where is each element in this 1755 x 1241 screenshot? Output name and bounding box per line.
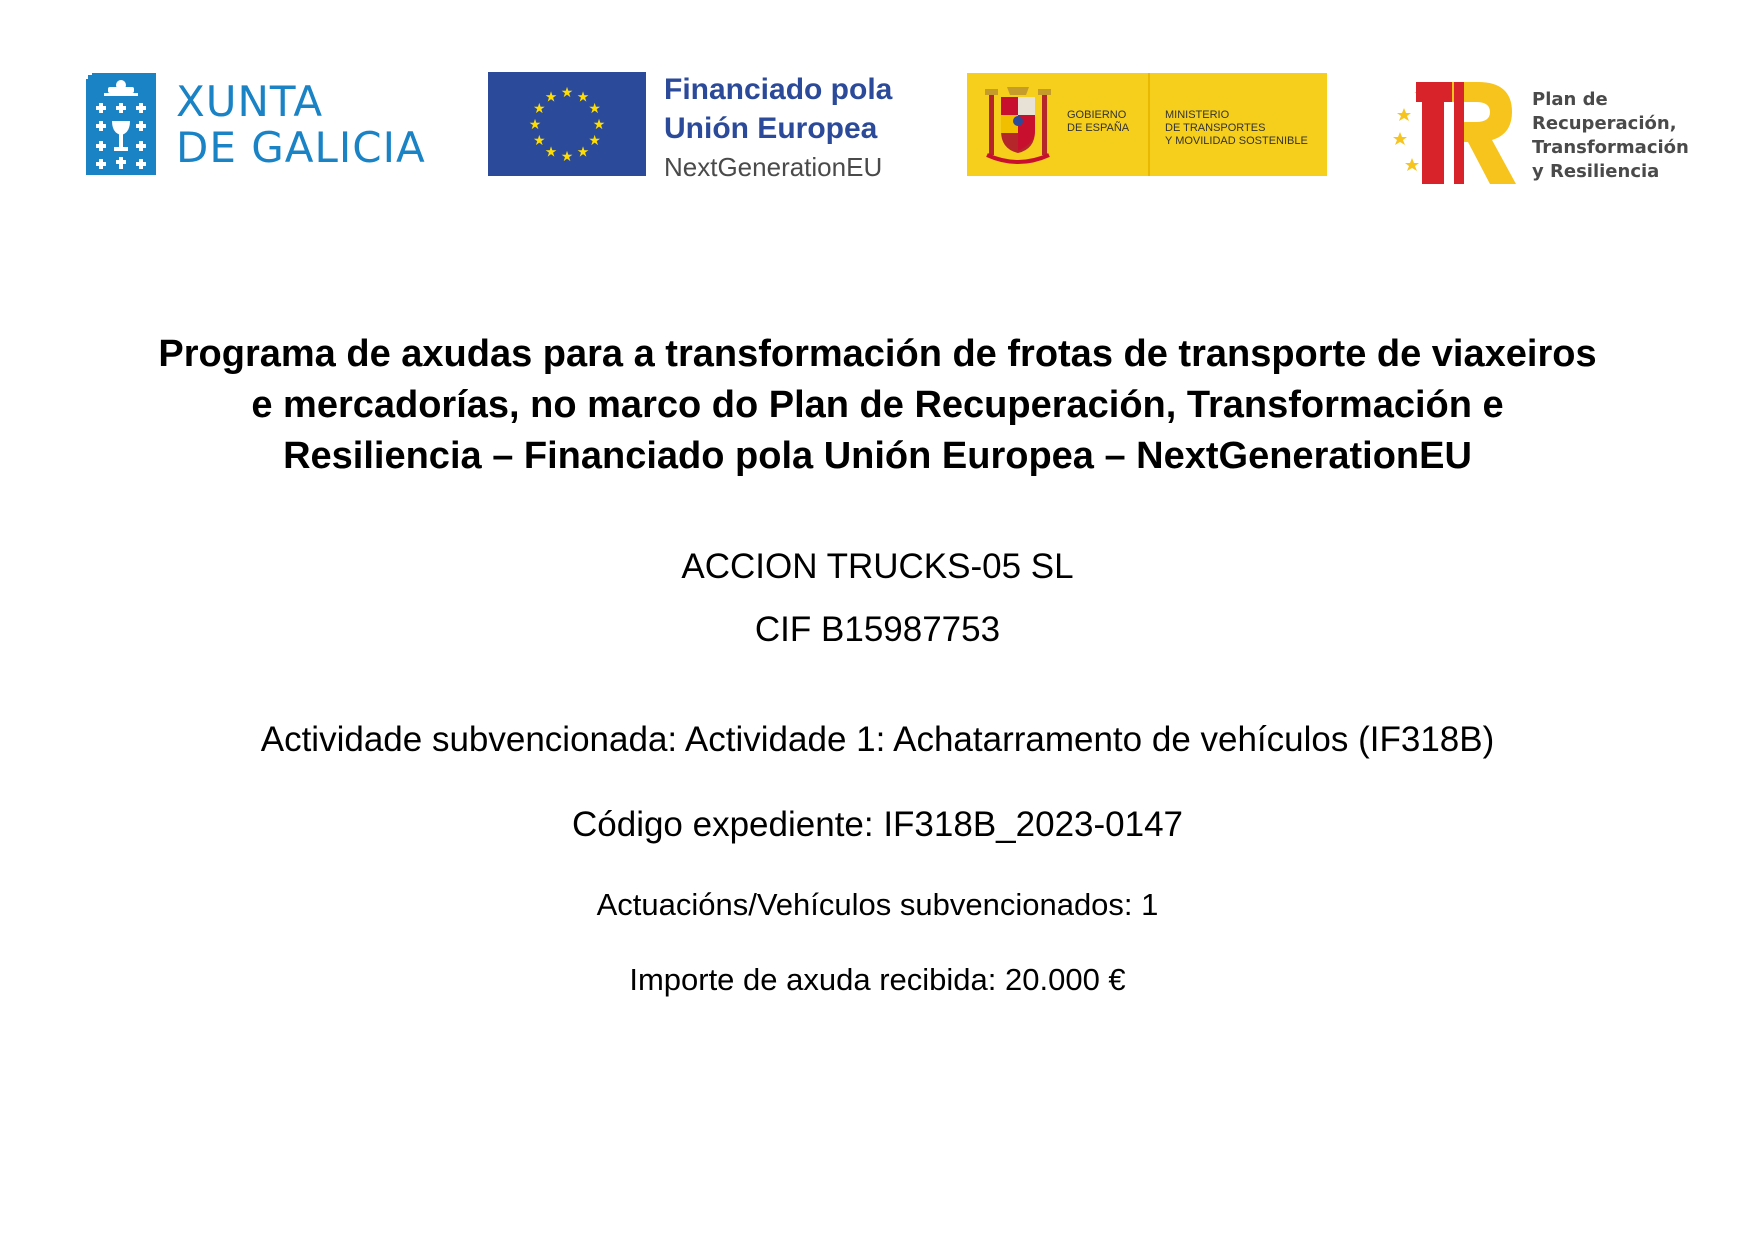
- title-line2: e mercadorías, no marco do Plan de Recuperación, Transformación e: [251, 384, 1504, 426]
- eu-line1: Financiado pola: [664, 73, 893, 106]
- tr-monogram-icon: [1390, 80, 1520, 184]
- ministerio-line2: DE TRANSPORTES: [1165, 122, 1266, 134]
- eu-star-icon: ★: [560, 85, 574, 101]
- eu-star-icon: ★: [544, 144, 558, 161]
- eu-star-icon: ★: [576, 144, 590, 161]
- eu-star-icon: ★: [592, 117, 606, 133]
- logo-bar: [0, 0, 1755, 200]
- ministerio-text: [1165, 109, 1308, 148]
- eu-star-icon: ★: [576, 89, 590, 106]
- plan-line2: Recuperación,: [1532, 113, 1677, 134]
- plan-text: [1532, 88, 1689, 184]
- xunta-line1: XUNTA: [176, 77, 324, 126]
- eu-line3: NextGenerationEU: [664, 152, 883, 182]
- plan-line4: y Resiliencia: [1532, 161, 1660, 182]
- subsidised-vehicles: Actuacións/Vehículos subvencionados: 1: [596, 887, 1159, 922]
- eu-funding-logo: [488, 70, 918, 180]
- ministerio-line3: Y MOVILIDAD SOSTENIBLE: [1165, 135, 1308, 147]
- xunta-line2: DE GALICIA: [176, 123, 426, 172]
- eu-star-icon: ★: [588, 133, 601, 149]
- xunta-logo: [86, 73, 436, 175]
- subsidised-activity: Actividade subvencionada: Actividade 1: Achatarramento de vehículos (IF318B): [260, 720, 1495, 759]
- title-line1: Programa de axudas para a transformación de frotas de transporte de viaxeiros: [158, 333, 1597, 375]
- plan-line3: Transformación: [1532, 137, 1689, 158]
- eu-star-icon: ★: [528, 117, 542, 133]
- ministerio-line1: MINISTERIO: [1165, 109, 1230, 121]
- gobierno-divider: [1148, 73, 1150, 176]
- gobierno-text: [1067, 109, 1129, 135]
- title-line3: Resiliencia – Financiado pola Unión Europea – NextGenerationEU: [283, 435, 1472, 477]
- eu-star-icon: ★: [544, 89, 558, 106]
- gobierno-logo: [967, 73, 1327, 176]
- eu-funding-text: [664, 70, 924, 186]
- eu-star-icon: ★: [533, 133, 546, 149]
- xunta-shield-icon: [86, 73, 156, 175]
- plan-recuperacion-logo: [1390, 80, 1720, 185]
- eu-star-icon: ★: [588, 101, 601, 117]
- gobierno-line2: DE ESPAÑA: [1067, 122, 1130, 134]
- beneficiary-name: ACCION TRUCKS-05 SL: [681, 547, 1074, 586]
- gobierno-line1: GOBIERNO: [1067, 109, 1127, 121]
- eu-star-icon: ★: [533, 101, 546, 117]
- plan-line1: Plan de: [1532, 89, 1608, 110]
- beneficiary-cif: CIF B15987753: [754, 610, 1001, 649]
- file-code: Código expediente: IF318B_2023-0147: [571, 805, 1184, 844]
- spain-coat-of-arms-icon: [983, 81, 1053, 169]
- programme-title: [60, 329, 1695, 482]
- eu-line2: Unión Europea: [664, 112, 878, 145]
- xunta-wordmark: [176, 79, 426, 171]
- eu-flag-icon: [488, 72, 646, 176]
- aid-amount: Importe de axuda recibida: 20.000 €: [629, 962, 1126, 997]
- eu-star-icon: ★: [560, 149, 574, 165]
